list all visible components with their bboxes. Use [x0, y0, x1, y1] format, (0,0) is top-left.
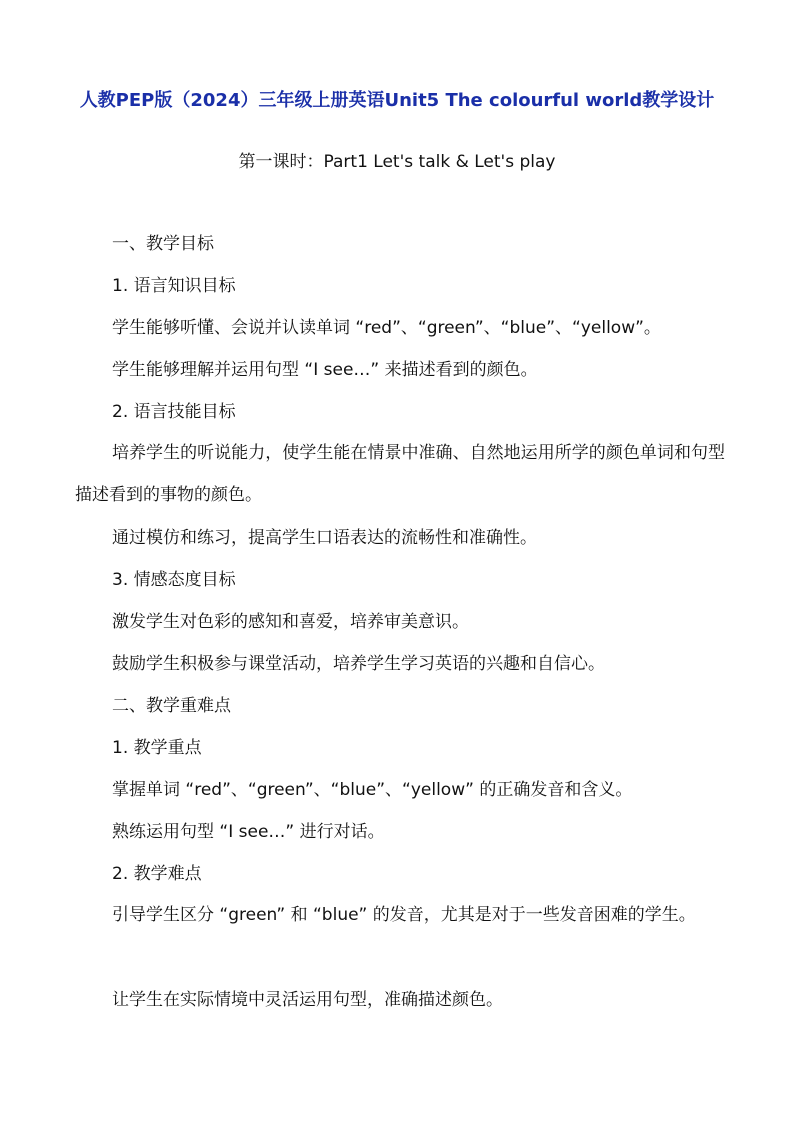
paragraph: 学生能够理解并运用句型 “I see…” 来描述看到的颜色。	[112, 360, 538, 380]
paragraph: 引导学生区分 “green” 和 “blue” 的发音，尤其是对于一些发音困难的学生。	[112, 905, 696, 925]
paragraph: 鼓励学生积极参与课堂活动，培养学生学习英语的兴趣和自信心。	[112, 654, 605, 674]
subsection-heading-key: 1. 教学重点	[112, 738, 202, 758]
document-title: 人教PEP版（2024）三年级上册英语Unit5 The colourful world教学设计	[79, 90, 715, 111]
subsection-heading-attitude: 3. 情感态度目标	[112, 570, 236, 590]
paragraph: 通过模仿和练习，提高学生口语表达的流畅性和准确性。	[112, 528, 537, 548]
paragraph: 学生能够听懂、会说并认读单词 “red”、“green”、“blue”、“yellow”。	[112, 318, 661, 338]
subsection-heading-skills: 2. 语言技能目标	[112, 402, 236, 422]
document-subtitle: 第一课时：Part1 Let's talk & Let's play	[238, 152, 556, 172]
paragraph: 让学生在实际情境中灵活运用句型，准确描述颜色。	[112, 990, 503, 1010]
paragraph: 培养学生的听说能力，使学生能在情景中准确、自然地运用所学的颜色单词和句型描述看到的事物的颜色。	[75, 443, 725, 505]
paragraph: 熟练运用句型 “I see…” 进行对话。	[112, 822, 385, 842]
section-heading-objectives: 一、教学目标	[112, 234, 214, 254]
paragraph: 激发学生对色彩的感知和喜爱，培养审美意识。	[112, 612, 469, 632]
subsection-heading-knowledge: 1. 语言知识目标	[112, 276, 236, 296]
subsection-heading-difficult: 2. 教学难点	[112, 864, 202, 884]
paragraph: 掌握单词 “red”、“green”、“blue”、“yellow” 的正确发音和含义。	[112, 780, 633, 800]
section-heading-key-points: 二、教学重难点	[112, 696, 231, 716]
